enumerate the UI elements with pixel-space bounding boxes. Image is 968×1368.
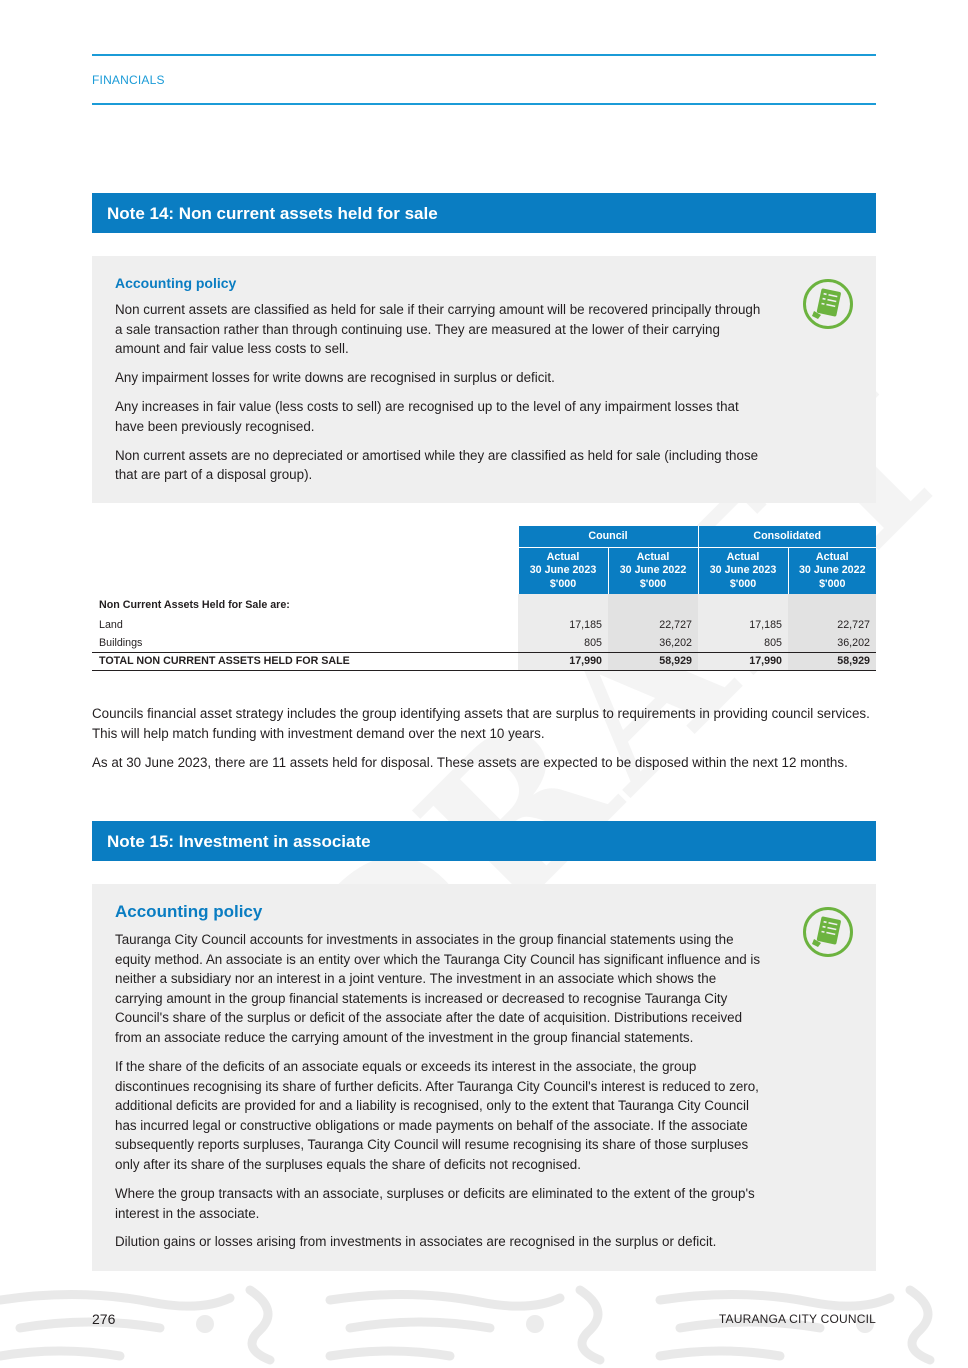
document-checklist-icon (802, 278, 854, 330)
column-header (698, 547, 788, 594)
cell-value: 17,185 (698, 616, 788, 634)
note15-policy-box (92, 884, 876, 1271)
note14-policy-box (92, 256, 876, 503)
column-header-line: Actual (636, 550, 670, 563)
note14-title: Note 14: Non current assets held for sale (107, 204, 438, 223)
section-label: FINANCIALS (92, 73, 165, 87)
column-header-line: Actual (815, 550, 849, 563)
note14-commentary (92, 704, 876, 782)
column-header-line: Actual (726, 550, 760, 563)
total-label: TOTAL NON CURRENT ASSETS HELD FOR SALE (92, 652, 518, 670)
cell-value: 22,727 (788, 616, 876, 634)
cell-value: 17,185 (518, 616, 608, 634)
column-header-line: $'000 (819, 577, 846, 590)
table-row (92, 616, 876, 634)
note14-policy-text (115, 300, 853, 485)
note15-title-bar (92, 821, 876, 861)
commentary-paragraph: As at 30 June 2023, there are 11 assets held for disposal. These assets are expected to be disposed within the next 12 months. (92, 754, 848, 770)
policy-paragraph: Dilution gains or losses arising from investments in associates are recognised in the surplus or deficit. (115, 1234, 717, 1250)
note14-policy-title: Accounting policy (115, 275, 237, 291)
column-header-line: $'000 (729, 577, 757, 590)
cell-value: 36,202 (608, 634, 698, 652)
column-header (608, 547, 698, 594)
column-header-line: 30 June 2023 (709, 564, 777, 576)
table-total-row (92, 652, 876, 670)
cell-value: 805 (698, 634, 788, 652)
column-header-line: Actual (546, 550, 580, 563)
organisation-name: TAURANGA CITY COUNCIL (718, 1312, 876, 1326)
policy-paragraph: Any impairment losses for write downs are recognised in surplus or deficit. (115, 370, 555, 386)
column-header-line: 30 June 2023 (529, 564, 597, 576)
table-row (92, 634, 876, 652)
note15-policy-title: Accounting policy (115, 902, 263, 921)
page-number: 276 (92, 1311, 116, 1327)
cell-value: 22,727 (608, 616, 698, 634)
note14-table (92, 526, 876, 671)
column-header-line: 30 June 2022 (798, 564, 866, 576)
total-value: 17,990 (698, 652, 788, 670)
table-section-row (92, 594, 876, 616)
policy-paragraph: Where the group transacts with an associate, surpluses or deficits are eliminated to the extent of the group's interest in the associate. (115, 1185, 755, 1221)
group-header-council: Council (518, 526, 698, 547)
note15-title: Note 15: Investment in associate (107, 832, 371, 851)
cell-value: 36,202 (788, 634, 876, 652)
cell-value: 805 (518, 634, 608, 652)
note14-title-bar (92, 193, 876, 233)
policy-paragraph: Tauranga City Council accounts for investments in associates in the group financial statements using the equity method. An associate is an entity over which the Tauranga City Council has significant influence and is neither a subsidiary nor an interest in a joint venture. The investment in an associate which shows the carrying amount in the group financial statements is increased or decreased to recognise Tauranga City Council's share of the surplus or deficit of the associate after the date of acquisition. Distributions received from an associate reduce the carrying amount of the investment in the group financial statements. (115, 932, 761, 1045)
commentary-paragraph: Councils financial asset strategy includes the group identifying assets that are surplus to requirements in providing council services. This will help match funding with investment demand over the next 10 years. (92, 706, 870, 741)
row-label: Land (99, 619, 123, 631)
column-header-line: $'000 (549, 577, 577, 590)
policy-paragraph: Non current assets are no depreciated or amortised while they are classified as held for sale (including those that are part of a disposal group). (115, 447, 759, 483)
column-header (518, 547, 608, 594)
total-value: 17,990 (518, 652, 608, 670)
note15-policy-text (115, 930, 853, 1252)
header-rule-bottom (92, 103, 876, 105)
document-checklist-icon (802, 906, 854, 958)
header-rule-top (92, 54, 876, 56)
group-header-consolidated: Consolidated (698, 526, 876, 547)
policy-paragraph: Any increases in fair value (less costs to sell) are recognised up to the level of any impairment losses that have been previously recognised. (115, 399, 739, 434)
total-value: 58,929 (788, 652, 876, 670)
total-value: 58,929 (608, 652, 698, 670)
policy-paragraph: Non current assets are classified as held for sale if their carrying amount will be recovered principally through a sale transaction rather than through continuing use. They are measured at the lower of their carrying amount and fair value less costs to sell. (115, 302, 761, 357)
row-label: Buildings (99, 636, 143, 649)
column-header-line: $'000 (639, 577, 667, 590)
table-section-label: Non Current Assets Held for Sale are: (99, 599, 290, 611)
column-header-line: 30 June 2022 (619, 564, 687, 576)
column-header (788, 547, 876, 594)
policy-paragraph: If the share of the deficits of an associate equals or exceeds its interest in the associate, the group discontinues recognising its share of further deficits. After Tauranga City Council's interest is reduced to zero, additional deficits are provided for and a liability is recognised, only to the extent that Tauranga City Council has incurred legal or constructive obligations or made payments on behalf of the associate. If the associate subsequently reports surpluses, Tauranga City Council will resume recognising its share of those surpluses only after its share of the surpluses equals the share of deficits not recognised. (115, 1058, 759, 1172)
